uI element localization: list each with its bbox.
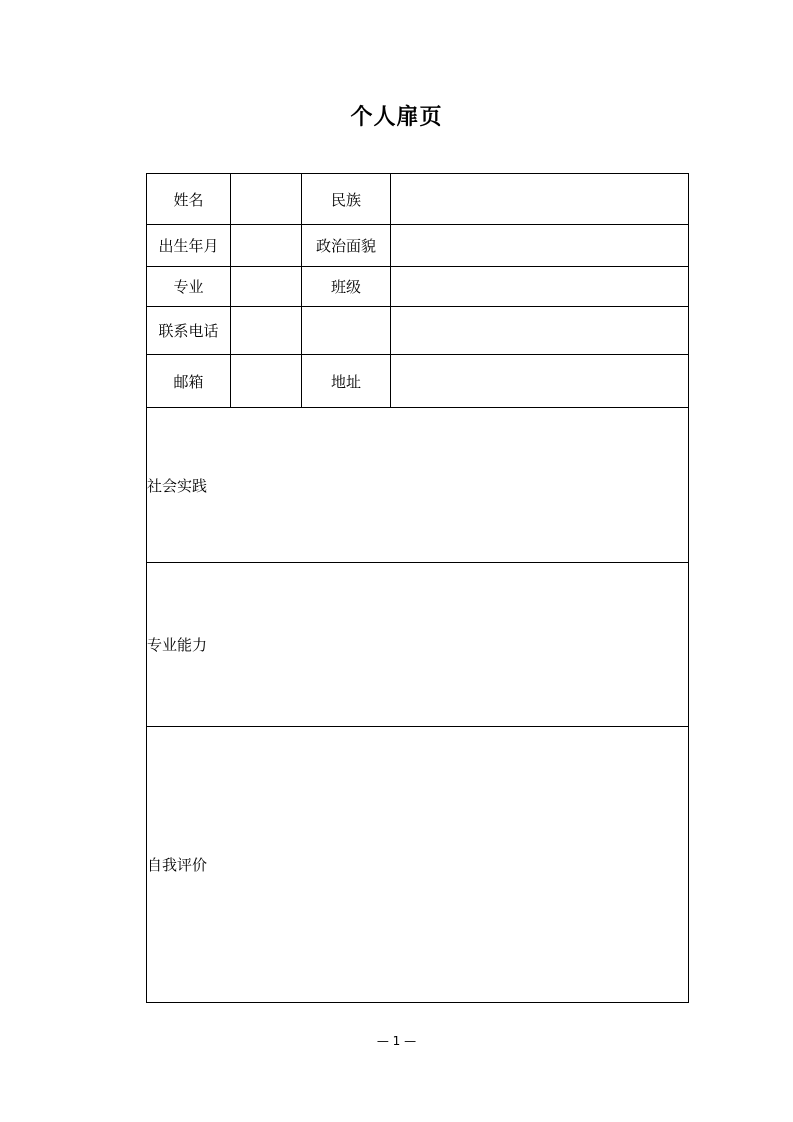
profile-form-table xyxy=(146,173,689,1003)
political-value-cell[interactable] xyxy=(391,225,689,267)
row-professional-ability xyxy=(147,563,689,727)
row-birth xyxy=(147,225,689,267)
phone-extra-value-cell[interactable] xyxy=(391,307,689,355)
ethnicity-label: 民族 xyxy=(302,174,391,225)
phone-label: 联系电话 xyxy=(147,307,231,355)
row-name xyxy=(147,174,689,225)
email-value-cell[interactable] xyxy=(231,355,302,408)
page-number: — 1 — xyxy=(376,1034,417,1048)
professional-ability-label: 专业能力 xyxy=(147,636,208,654)
professional-ability-cell[interactable] xyxy=(147,563,689,727)
social-practice-label: 社会实践 xyxy=(147,476,208,495)
class-label: 班级 xyxy=(302,267,391,307)
ethnicity-value-cell[interactable] xyxy=(391,174,689,225)
row-phone xyxy=(147,307,689,355)
email-label: 邮箱 xyxy=(147,355,231,408)
name-label: 姓名 xyxy=(147,174,231,225)
address-value-cell[interactable] xyxy=(391,355,689,408)
birth-value-cell[interactable] xyxy=(231,225,302,267)
phone-value-cell[interactable] xyxy=(231,307,302,355)
row-major xyxy=(147,267,689,307)
self-evaluation-cell[interactable] xyxy=(147,727,689,1003)
self-evaluation-label: 自我评价 xyxy=(147,856,208,874)
name-value-cell[interactable] xyxy=(231,174,302,225)
birth-label: 出生年月 xyxy=(147,225,231,267)
phone-extra-cell[interactable] xyxy=(302,307,391,355)
row-email xyxy=(147,355,689,408)
major-label: 专业 xyxy=(147,267,231,307)
social-practice-cell[interactable] xyxy=(147,408,689,563)
major-value-cell[interactable] xyxy=(231,267,302,307)
class-value-cell[interactable] xyxy=(391,267,689,307)
political-label: 政治面貌 xyxy=(302,225,391,267)
page-title: 个人扉页 xyxy=(350,105,443,130)
row-social-practice xyxy=(147,408,689,563)
row-self-evaluation xyxy=(147,727,689,1003)
address-label: 地址 xyxy=(302,355,391,408)
